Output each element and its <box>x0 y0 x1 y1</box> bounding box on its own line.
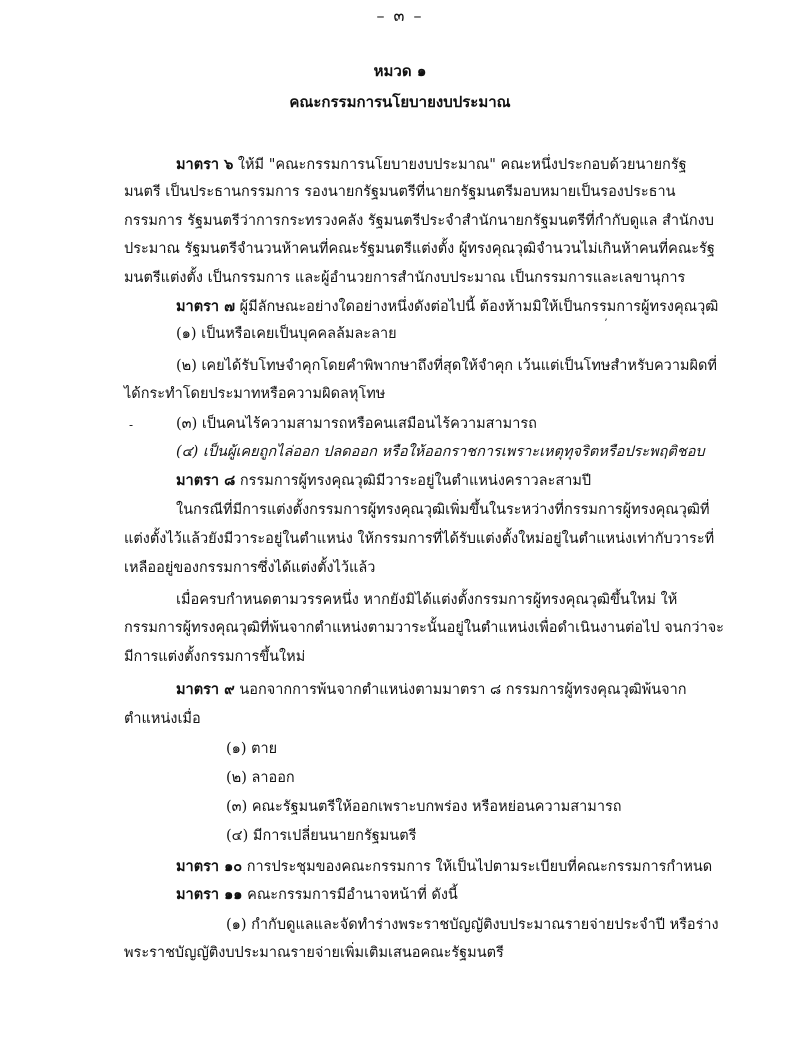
section-8-para-1-line-3: เหลืออยู่ของกรรมการซึ่งได้แต่งตั้งไว้แล้ว <box>124 560 376 576</box>
section-6-line-5: มนตรีแต่งตั้ง เป็นกรรมการ และผู้อำนวยการสำนักงบประมาณ เป็นกรรมการและเลขานุการ <box>124 270 686 286</box>
stray-tick-mark: ʼ <box>604 318 608 329</box>
section-9-label: มาตรา ๙ <box>176 681 235 698</box>
chapter-subtitle: คณะกรรมการนโยบายงบประมาณ <box>289 93 511 111</box>
section-8-para-2-line-2: กรรมการผู้ทรงคุณวุฒิที่พ้นจากตำแหน่งตามวาระนั้นอยู่ในตำแหน่งเพื่อดำเนินงานต่อไป จนกว่าจะ <box>124 620 724 636</box>
section-6-line-1: มาตรา ๖ ให้มี "คณะกรรมการนโยบายงบประมาณ" คณะหนึ่งประกอบด้วยนายกรัฐ <box>176 156 687 173</box>
section-9-line-2: ตำแหน่งเมื่อ <box>124 711 201 727</box>
section-8-para-1-line-2: แต่งตั้งไว้แล้วยังมีวาระอยู่ในตำแหน่ง ให้กรรมการที่ได้รับแต่งตั้งใหม่อยู่ในตำแหน่งเท่ากับวาระที่ <box>124 531 715 547</box>
page-number: – ๓ – <box>376 6 424 25</box>
section-6-label: มาตรา ๖ <box>176 156 234 173</box>
section-8-para-2-line-1: เมื่อครบกำหนดตามวรรคหนึ่ง หากยังมิได้แต่งตั้งกรรมการผู้ทรงคุณวุฒิขึ้นใหม่ ให้ <box>176 592 678 608</box>
stray-mark: - <box>129 418 134 432</box>
section-6-line-3: กรรมการ รัฐมนตรีว่าการกระทรวงคลัง รัฐมนตรีประจำสำนักนายกรัฐมนตรีที่กำกับดูแล สำนักงบ <box>124 213 714 229</box>
section-10-line-1: มาตรา ๑๐ การประชุมของคณะกรรมการ ให้เป็นไปตามระเบียบที่คณะกรรมการกำหนด <box>176 858 713 875</box>
section-8-label: มาตรา ๘ <box>176 472 236 489</box>
section-6-line-4: ประมาณ รัฐมนตรีจำนวนห้าคนที่คณะรัฐมนตรีแต่งตั้ง ผู้ทรงคุณวุฒิจำนวนไม่เกินห้าคนที่คณะรัฐ <box>124 241 715 257</box>
section-11-item-1-line-1: (๑) กำกับดูแลและจัดทำร่างพระราชบัญญัติงบประมาณรายจ่ายประจำปี หรือร่าง <box>226 917 719 933</box>
section-7-item-3: (๓) เป็นคนไร้ความสามารถหรือคนเสมือนไร้ความสามารถ <box>176 416 537 432</box>
section-9-item-1: (๑) ตาย <box>226 741 278 757</box>
section-9-line-1: มาตรา ๙ นอกจากการพ้นจากตำแหน่งตามมาตรา ๘ กรรมการผู้ทรงคุณวุฒิพ้นจาก <box>176 681 687 698</box>
section-11-label: มาตรา ๑๑ <box>176 886 243 903</box>
section-7-item-1: (๑) เป็นหรือเคยเป็นบุคคลล้มละลาย <box>176 326 397 342</box>
section-6-line-2: มนตรี เป็นประธานกรรมการ รองนายกรัฐมนตรีที่นายกรัฐมนตรีมอบหมายเป็นรองประธาน <box>124 184 676 200</box>
section-7-item-2-line-1: (๒) เคยได้รับโทษจำคุกโดยคำพิพากษาถึงที่สุดให้จำคุก เว้นแต่เป็นโทษสำหรับความผิดที่ <box>176 358 717 374</box>
section-10-label: มาตรา ๑๐ <box>176 858 243 875</box>
chapter-title: หมวด ๑ <box>373 62 427 80</box>
section-7-label: มาตรา ๗ <box>176 298 235 315</box>
section-7-line-1: มาตรา ๗ ผู้มีลักษณะอย่างใดอย่างหนึ่งดังต่อไปนี้ ต้องห้ามมิให้เป็นกรรมการผู้ทรงคุณวุฒิ <box>176 298 719 315</box>
section-11-line-1: มาตรา ๑๑ คณะกรรมการมีอำนาจหน้าที่ ดังนี้ <box>176 886 458 903</box>
section-8-para-2-line-3: มีการแต่งตั้งกรรมการขึ้นใหม่ <box>124 649 306 665</box>
section-9-item-2: (๒) ลาออก <box>226 770 295 786</box>
section-8-line-1: มาตรา ๘ กรรมการผู้ทรงคุณวุฒิมีวาระอยู่ในตำแหน่งคราวละสามปี <box>176 472 592 489</box>
section-9-item-3: (๓) คณะรัฐมนตรีให้ออกเพราะบกพร่อง หรือหย่อนความสามารถ <box>226 799 622 815</box>
section-11-item-1-line-2: พระราชบัญญัติงบประมาณรายจ่ายเพิ่มเติมเสนอคณะรัฐมนตรี <box>124 945 504 961</box>
section-7-item-2-line-2: ได้กระทำโดยประมาทหรือความผิดลหุโทษ <box>124 386 386 402</box>
section-8-para-1-line-1: ในกรณีที่มีการแต่งตั้งกรรมการผู้ทรงคุณวุฒิเพิ่มขึ้นในระหว่างที่กรรมการผู้ทรงคุณวุฒิที่ <box>176 502 710 518</box>
section-9-item-4: (๔) มีการเปลี่ยนนายกรัฐมนตรี <box>226 828 417 844</box>
section-7-item-4: (๔) เป็นผู้เคยถูกไล่ออก ปลดออก หรือให้ออกราชการเพราะเหตุทุจริตหรือประพฤติชอบ <box>176 444 705 460</box>
